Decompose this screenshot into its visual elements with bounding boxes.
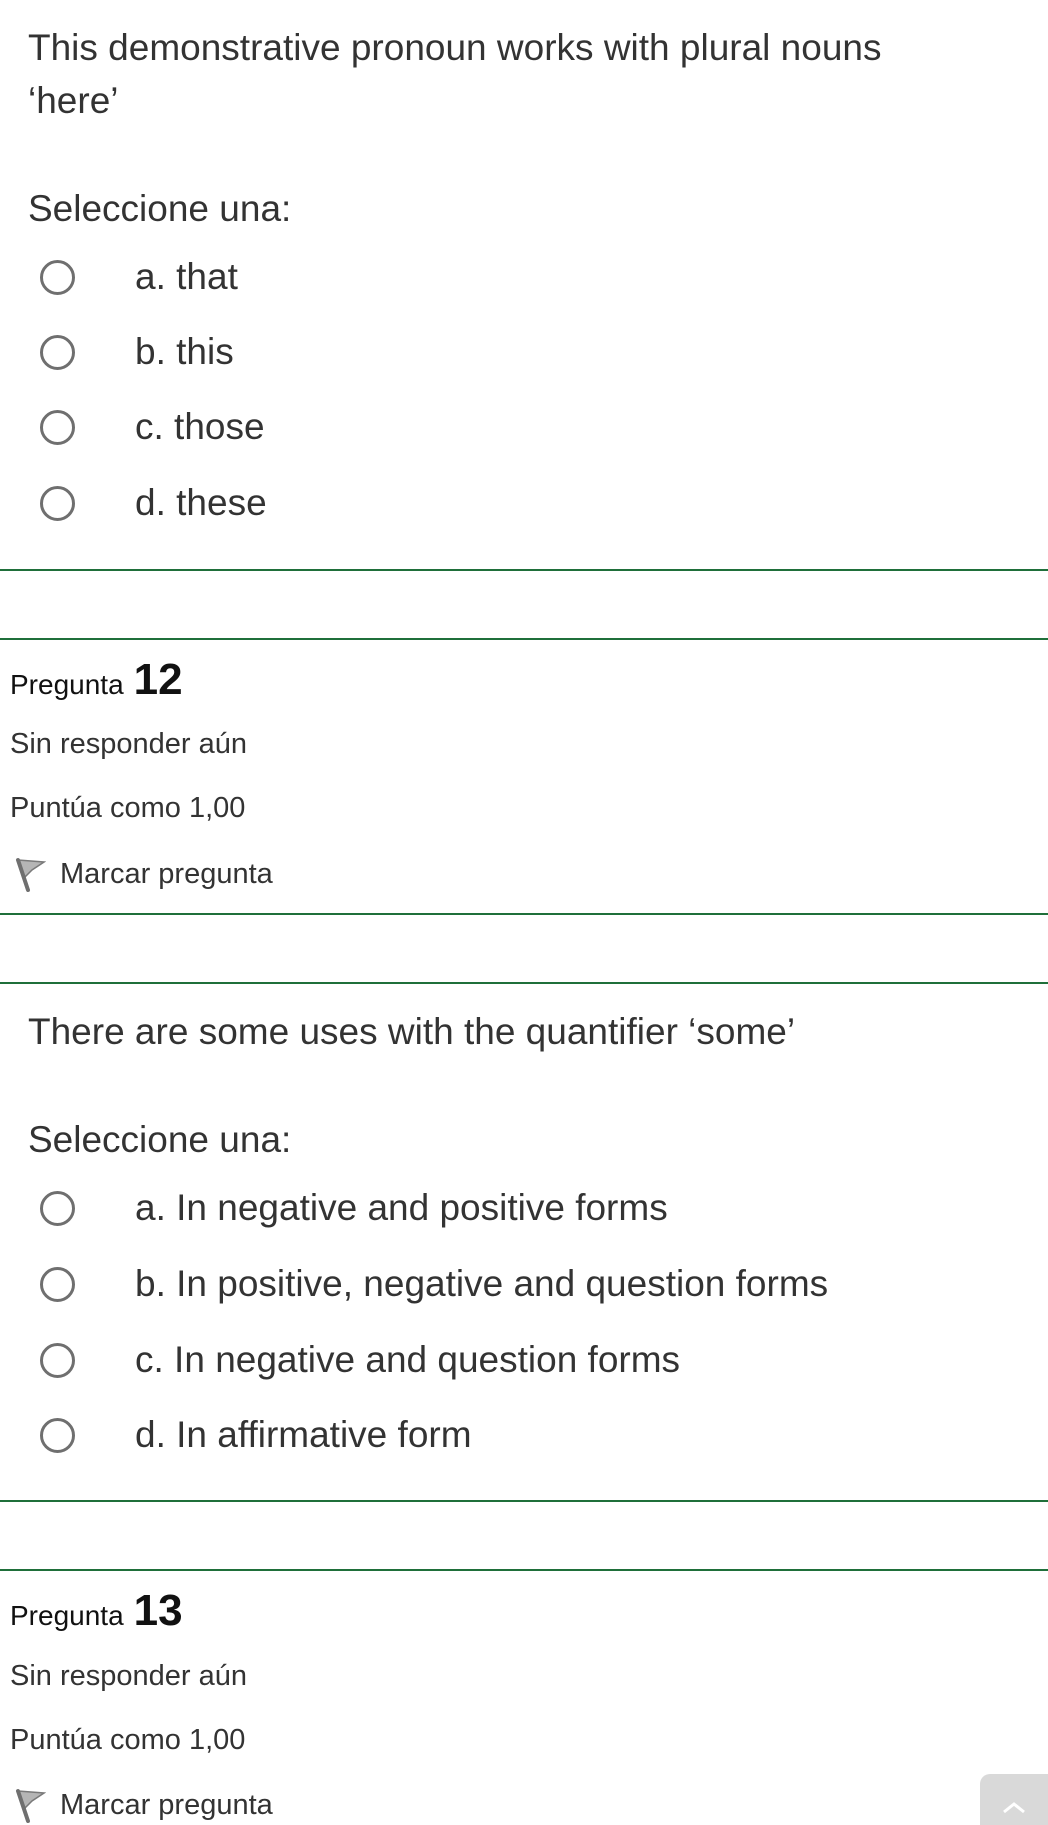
answer-option-label: d. In affirmative form: [135, 1414, 472, 1455]
answer-option-d[interactable]: [40, 1405, 1000, 1465]
question-score: Puntúa como 1,00: [10, 792, 246, 824]
question-status: Sin responder aún: [10, 728, 247, 760]
answer-option-label: b. In positive, negative and question forms: [135, 1263, 829, 1304]
question-word: Pregunta: [10, 669, 124, 700]
section-divider: [0, 982, 1048, 984]
scroll-to-top-button[interactable]: [980, 1774, 1048, 1825]
question-word: Pregunta: [10, 1600, 124, 1631]
flag-icon: [14, 1787, 46, 1823]
answer-option-label: c. those: [135, 406, 265, 447]
radio-button[interactable]: [40, 486, 75, 521]
radio-button[interactable]: [40, 1343, 75, 1378]
radio-button[interactable]: [40, 335, 75, 370]
answer-option-label: a. that: [135, 256, 238, 297]
select-one-prompt: Seleccione una:: [28, 1119, 292, 1160]
answer-option-label: b. this: [135, 331, 234, 372]
section-divider: [0, 1569, 1048, 1571]
section-divider: [0, 569, 1048, 571]
question-status: Sin responder aún: [10, 1660, 247, 1692]
radio-button[interactable]: [40, 1418, 75, 1453]
answer-option-d[interactable]: [40, 473, 1000, 533]
answer-option-label: c. In negative and question forms: [135, 1339, 681, 1380]
section-divider: [0, 913, 1048, 915]
question-number-heading: [10, 1586, 183, 1636]
answer-option-a[interactable]: [40, 247, 1000, 307]
question-text-line2: ‘here’: [28, 80, 119, 121]
flag-question-link[interactable]: [14, 1787, 273, 1823]
flag-question-link[interactable]: [14, 856, 273, 892]
radio-button[interactable]: [40, 1267, 75, 1302]
radio-button[interactable]: [40, 260, 75, 295]
answer-option-label: d. these: [135, 482, 267, 523]
section-divider: [0, 638, 1048, 640]
question-text: There are some uses with the quantifier ‘some’: [28, 1011, 796, 1052]
radio-button[interactable]: [40, 410, 75, 445]
radio-button[interactable]: [40, 1191, 75, 1226]
select-one-prompt: Seleccione una:: [28, 188, 292, 229]
chevron-up-icon: [1000, 1774, 1028, 1814]
answer-option-a[interactable]: [40, 1178, 1000, 1238]
question-number-heading: [10, 655, 183, 705]
question-number: 12: [133, 655, 183, 704]
question-number: 13: [133, 1586, 183, 1635]
answer-option-b[interactable]: [40, 322, 1000, 382]
flag-icon: [14, 856, 46, 892]
answer-option-label: a. In negative and positive forms: [135, 1187, 668, 1228]
flag-question-label: Marcar pregunta: [60, 1788, 273, 1821]
answer-option-c[interactable]: [40, 397, 1000, 457]
section-divider: [0, 1500, 1048, 1502]
question-score: Puntúa como 1,00: [10, 1724, 246, 1756]
answer-option-c[interactable]: [40, 1330, 1000, 1390]
flag-question-label: Marcar pregunta: [60, 857, 273, 890]
answer-option-b[interactable]: [40, 1254, 1000, 1314]
question-text-line1: This demonstrative pronoun works with plural nouns: [28, 27, 882, 68]
